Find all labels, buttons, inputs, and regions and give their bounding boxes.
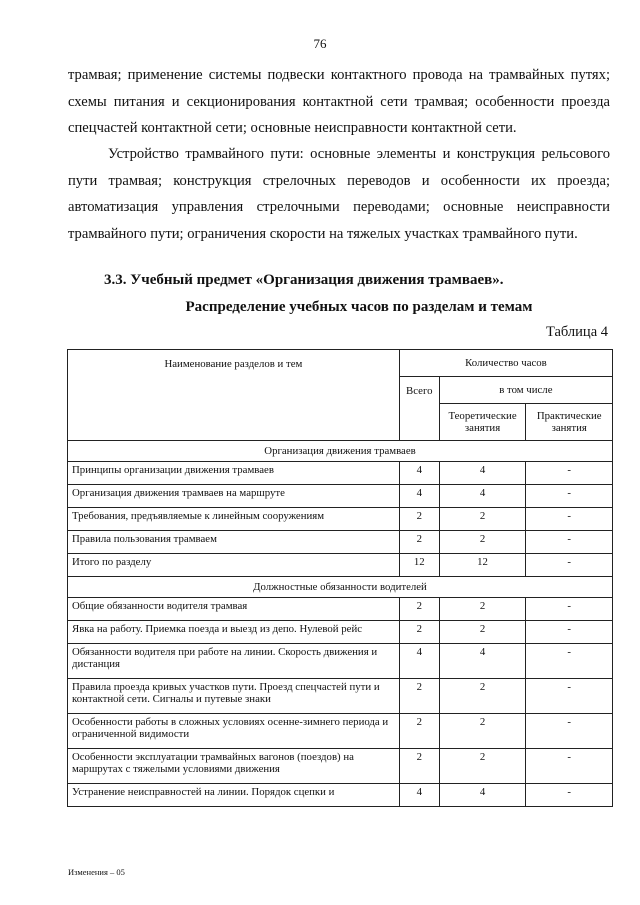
table-label: Таблица 4 <box>545 324 608 340</box>
row-name: Организация движения трамваев на маршруте <box>68 485 400 508</box>
table-row <box>68 679 613 714</box>
row-theory: 4 <box>439 644 526 679</box>
row-name: Общие обязанности водителя трамвая <box>68 598 400 621</box>
row-practice: - <box>526 621 613 644</box>
paragraph-2 <box>68 141 610 247</box>
page-number: 76 <box>313 36 327 51</box>
row-theory: 2 <box>439 621 526 644</box>
row-theory: 12 <box>439 554 526 577</box>
table-row <box>68 749 613 784</box>
header-including: в том числе <box>439 377 612 404</box>
row-practice: - <box>526 598 613 621</box>
row-theory: 2 <box>439 714 526 749</box>
header-hours: Количество часов <box>399 350 612 377</box>
row-theory: 2 <box>439 679 526 714</box>
row-name: Устранение неисправностей на линии. Порядок сцепки и <box>68 784 400 807</box>
header-theory: Теоретические занятия <box>439 404 526 441</box>
row-practice: - <box>526 485 613 508</box>
row-practice: - <box>526 644 613 679</box>
row-practice: - <box>526 784 613 807</box>
section-row <box>68 441 613 462</box>
row-total: 2 <box>399 598 439 621</box>
row-practice: - <box>526 462 613 485</box>
paragraph-2-text: Устройство трамвайного пути: основные элементы и конструкция рельсового пути трамвая; конструкция стрелочных переводов и особенности их проезда; автоматизация управления стрелочными переводами; основные неисправности трамвайного пути; ограничения скорости на тяжелых участках трамвайного пути. <box>68 146 610 242</box>
row-total: 4 <box>399 485 439 508</box>
hours-table <box>67 349 613 807</box>
row-total: 2 <box>399 749 439 784</box>
table-row <box>68 508 613 531</box>
row-name: Требования, предъявляемые к линейным сооружениям <box>68 508 400 531</box>
row-name: Явка на работу. Приемка поезда и выезд из депо. Нулевой рейс <box>68 621 400 644</box>
row-theory: 2 <box>439 749 526 784</box>
row-total: 2 <box>399 621 439 644</box>
table-row <box>68 644 613 679</box>
row-total: 4 <box>399 784 439 807</box>
row-practice: - <box>526 679 613 714</box>
table-row <box>68 462 613 485</box>
row-theory: 4 <box>439 784 526 807</box>
row-name: Особенности эксплуатации трамвайных вагонов (поездов) на маршрутах с тяжелыми условиями движения <box>68 749 400 784</box>
section-title-cell: Организация движения трамваев <box>68 441 613 462</box>
table-row <box>68 598 613 621</box>
row-theory: 4 <box>439 485 526 508</box>
row-practice: - <box>526 749 613 784</box>
paragraph-1-text: трамвая; применение системы подвески контактного провода на трамвайных путях; схемы питания и секционирования контактной сети трамвая; особенности проезда спецчастей контактной сети; основные неисправности контактной сети. <box>68 67 610 136</box>
row-theory: 2 <box>439 508 526 531</box>
row-name: Итого по разделу <box>68 554 400 577</box>
table-subtitle: Распределение учебных часов по разделам и темам <box>185 299 533 315</box>
section-title-cell: Должностные обязанности водителей <box>68 577 613 598</box>
row-total: 2 <box>399 679 439 714</box>
header-name: Наименование разделов и тем <box>68 350 400 441</box>
row-practice: - <box>526 554 613 577</box>
row-total: 4 <box>399 644 439 679</box>
row-theory: 2 <box>439 598 526 621</box>
row-total: 2 <box>399 508 439 531</box>
row-name: Обязанности водителя при работе на линии. Скорость движения и дистанция <box>68 644 400 679</box>
row-total: 4 <box>399 462 439 485</box>
row-name: Особенности работы в сложных условиях осенне-зимнего периода и ограниченной видимости <box>68 714 400 749</box>
header-practice: Практические занятия <box>526 404 613 441</box>
row-name: Принципы организации движения трамваев <box>68 462 400 485</box>
table-row <box>68 621 613 644</box>
table-row <box>68 531 613 554</box>
table-row <box>68 485 613 508</box>
row-name: Правила проезда кривых участков пути. Проезд спецчастей пути и контактной сети. Сигналы и путевые знаки <box>68 679 400 714</box>
row-practice: - <box>526 531 613 554</box>
row-theory: 4 <box>439 462 526 485</box>
footer-note: Изменения – 05 <box>68 867 125 877</box>
row-name: Правила пользования трамваем <box>68 531 400 554</box>
paragraph-1 <box>68 62 610 142</box>
header-total: Всего <box>399 377 439 441</box>
section-title: 3.3. Учебный предмет «Организация движения трамваев». <box>104 272 504 288</box>
row-practice: - <box>526 508 613 531</box>
row-total: 2 <box>399 714 439 749</box>
section-row <box>68 577 613 598</box>
row-total: 12 <box>399 554 439 577</box>
table-row <box>68 784 613 807</box>
table-row <box>68 714 613 749</box>
row-total: 2 <box>399 531 439 554</box>
table-row <box>68 554 613 577</box>
row-practice: - <box>526 714 613 749</box>
row-theory: 2 <box>439 531 526 554</box>
